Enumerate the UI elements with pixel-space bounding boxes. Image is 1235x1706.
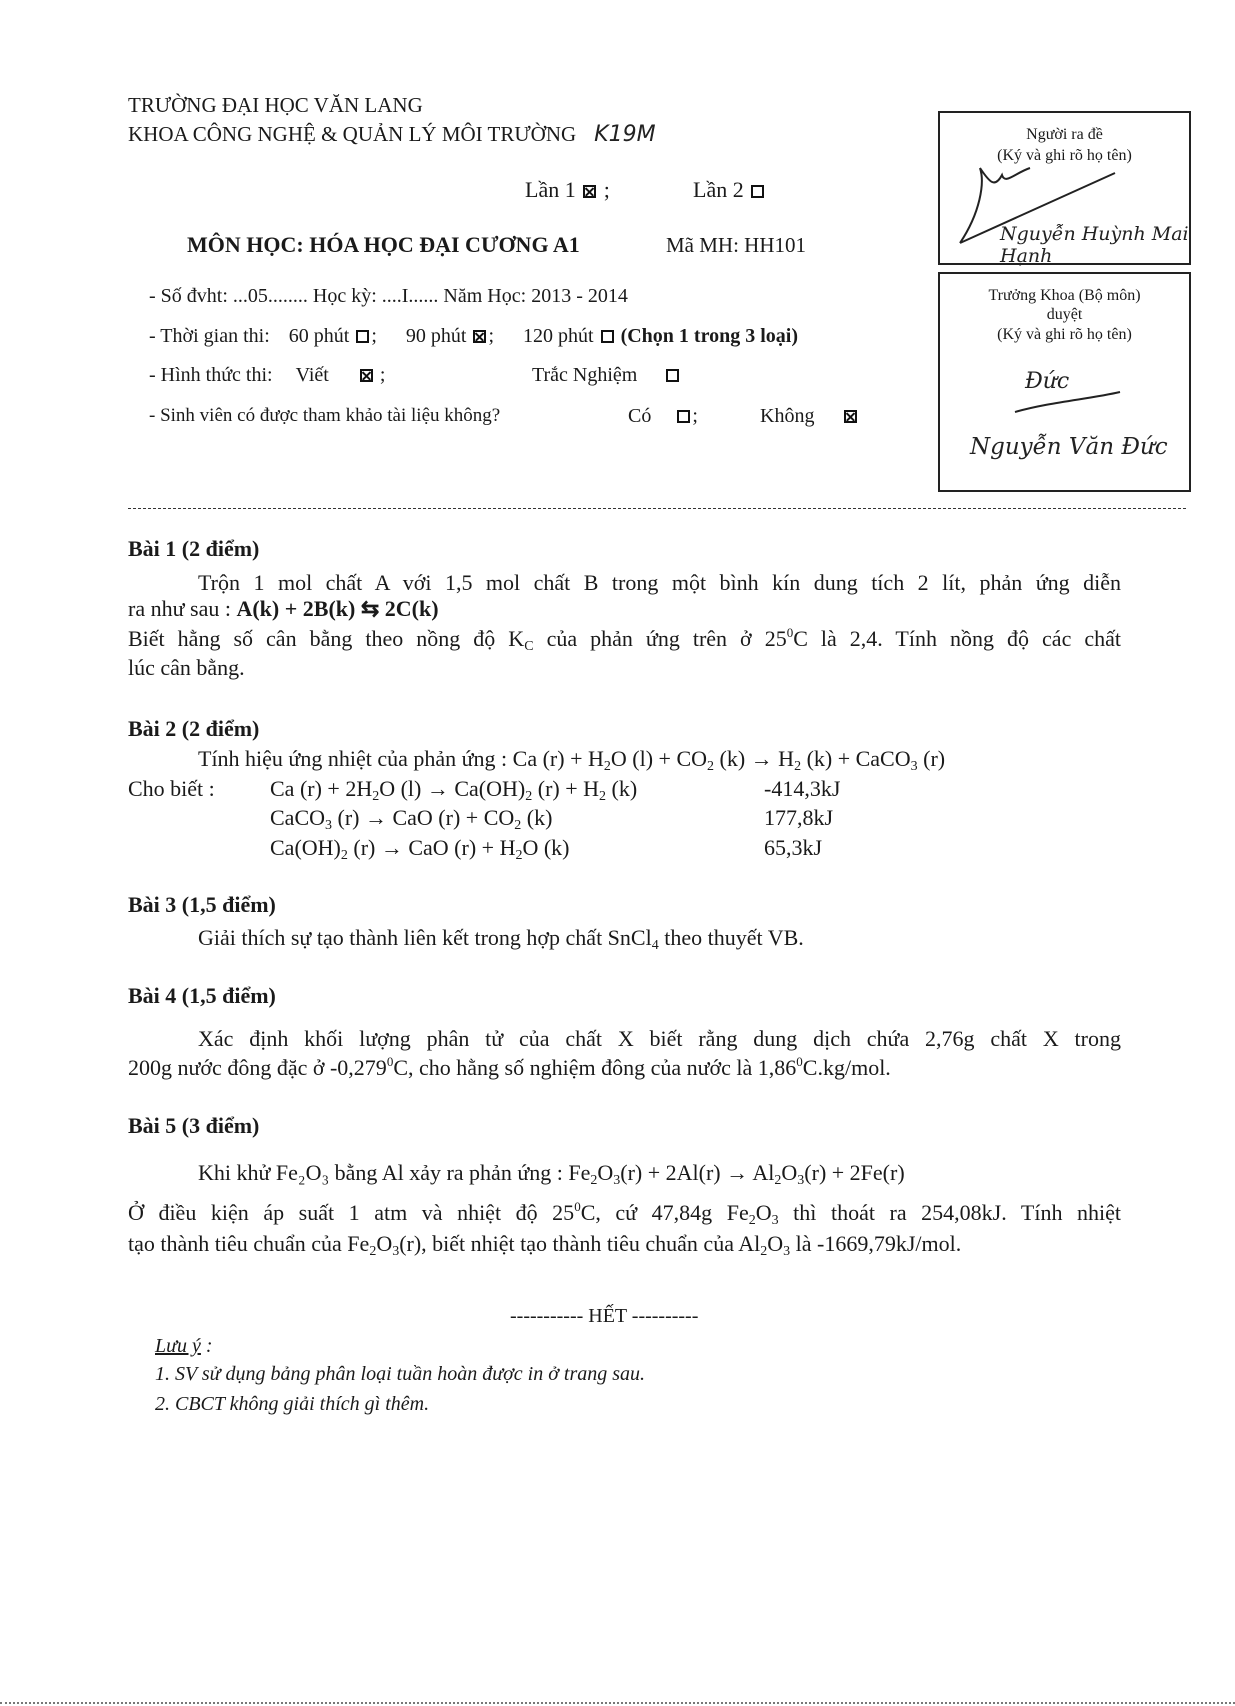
head-name: Nguyễn Văn Đức <box>970 434 1168 460</box>
form-written-label: Viết <box>295 364 329 386</box>
reference-no-checkbox[interactable] <box>844 410 857 423</box>
time-120-label: 120 phút <box>523 325 594 347</box>
time-60-label: 60 phút <box>288 325 350 347</box>
q3-line1: Giải thích sự tạo thành liên kết trong hợp chất SnCl$_4$ theo thuyết VB. <box>198 925 804 953</box>
reference-row <box>149 403 500 429</box>
q2-intro-text: Tính hiệu ứng nhiệt của phản ứng : <box>198 746 508 771</box>
q2-title: Bài 2 (2 điểm) <box>128 716 260 741</box>
time-note: (Chọn 1 trong 3 loại) <box>620 325 798 347</box>
q4-line2-a: 200g nước đông đặc ở -0,279 <box>128 1055 387 1080</box>
author-signature-box <box>938 111 1191 265</box>
form-written-checkbox[interactable] <box>360 369 373 382</box>
q1-line4: lúc cân bằng. <box>128 655 245 680</box>
exam-form-label: - Hình thức thi: <box>149 364 273 386</box>
q1-reaction: A(k) + 2B(k) ⇆ 2C(k) <box>236 596 439 621</box>
q2-value-1: -414,3kJ <box>764 776 841 801</box>
form-mcq <box>532 362 681 388</box>
attempt-1-label: Lần 1 <box>525 177 576 202</box>
q1-line3-b: của phản ứng trên ở 25 <box>533 626 787 651</box>
q1-line3: Biết hằng số cân bằng theo nồng độ $K_C$ của phản ứng trên ở $25^0C$ là 2,4. Tính nồng độ các chất <box>128 625 1121 654</box>
q5-line2-b: C, cứ 47,84g Fe <box>580 1200 749 1225</box>
q4-title: Bài 4 (1,5 điểm) <box>128 983 276 1008</box>
q4-line2: 200g nước đông đặc ở -0,279$^0$C, cho hằng số nghiệm đông của nước là 1,86$^0$C.kg/mol. <box>128 1054 891 1080</box>
q1-title: Bài 1 (2 điểm) <box>128 536 260 561</box>
q5-line1-text: Khi khử Fe₂O₃ bằng Al xảy ra phản ứng : <box>198 1160 563 1185</box>
credits-line: - Số đvht: ...05........ Học kỳ: ....I...... Năm Học: 2013 - 2014 <box>149 285 628 307</box>
q5-line3: tạo thành tiêu chuẩn của $Fe_2O_3(r)$, biết nhiệt tạo thành tiêu chuẩn của $Al_2O_3$ là -1669,79kJ/mol. <box>128 1231 962 1259</box>
q3-title: Bài 3 (1,5 điểm) <box>128 892 276 917</box>
end-marker: ----------- HẾT ---------- <box>510 1305 699 1327</box>
note-item-2: 2. CBCT không giải thích gì thêm. <box>155 1393 430 1415</box>
head-signature-box <box>938 272 1191 492</box>
head-signature: Đức <box>1025 369 1070 394</box>
university-name: TRƯỜNG ĐẠI HỌC VĂN LANG <box>128 93 423 117</box>
exam-time-row: - Thời gian thi: 60 phút ; 90 phút ; 120 phút (Chọn 1 trong 3 loại) <box>149 325 798 347</box>
note-heading: Lưu ý : <box>155 1335 213 1357</box>
q5-line2-c: thì thoát ra 254,08kJ. Tính nhiệt <box>778 1200 1121 1225</box>
head-title: Trưởng Khoa (Bộ môn) <box>988 287 1141 304</box>
reference-yes-checkbox[interactable] <box>677 410 690 423</box>
author-note: (Ký và ghi rõ họ tên) <box>997 147 1132 164</box>
q5-line3-c: là -1669,79kJ/mol. <box>790 1231 962 1256</box>
subject-title: MÔN HỌC: HÓA HỌC ĐẠI CƯƠNG A1 <box>187 232 580 257</box>
reference-no-label: Không <box>760 405 815 427</box>
q5-line2: Ở điều kiện áp suất 1 atm và nhiệt độ $25^0C$, cứ 47,84g $Fe_2O_3$ thì thoát ra 254,08kJ. Tính nhiệt <box>128 1199 1121 1228</box>
subject-code: Mã MH: HH101 <box>666 233 806 257</box>
q4-line1: Xác định khối lượng phân tử của chất X biết rằng dung dịch chứa 2,76g chất X trong <box>198 1026 1121 1051</box>
q2-given-label: Cho biết : <box>128 776 215 801</box>
q1-line3-c: C là 2,4. Tính nồng độ các chất <box>793 626 1121 651</box>
class-handwritten: K19M <box>594 122 656 147</box>
q3-line1-a: Giải thích sự tạo thành liên kết trong hợp chất SnCl <box>198 925 652 950</box>
q3-line1-b: theo thuyết VB. <box>658 925 804 950</box>
note-item-1: 1. SV sử dụng bảng phân loại tuần hoàn được in ở trang sau. <box>155 1363 646 1385</box>
q5-title: Bài 5 (3 điểm) <box>128 1113 260 1138</box>
note-label: Lưu ý <box>155 1335 201 1357</box>
time-90-label: 90 phút <box>405 325 467 347</box>
attempt-2 <box>693 177 766 203</box>
q2-value-3: 65,3kJ <box>764 835 823 860</box>
q4-line2-c: C.kg/mol. <box>802 1055 891 1080</box>
q1-line1: Trộn 1 mol chất A với 1,5 mol chất B trong một bình kín dung tích 2 lít, phản ứng diễn <box>198 570 1121 595</box>
q2-eq1: Ca $(r) + 2H_2O$ $(l) \to Ca(OH)_2$ $(r) + H_2$ (k) <box>270 776 638 804</box>
q2-eq2: CaCO$_3$ (r) → CaO $(r) + CO_2$ (k) <box>270 805 553 833</box>
q1-line2-text: ra như sau : <box>128 596 237 621</box>
form-mcq-label: Trắc Nghiệm <box>532 364 638 386</box>
faculty-name <box>128 121 656 148</box>
q5-line1: Khi khử Fe₂O₃ bằng Al xảy ra phản ứng : $Fe_2O_3(r) + 2Al(r) \to Al_2O_3(r) + 2Fe(r)$ <box>198 1160 905 1188</box>
head-note: (Ký và ghi rõ họ tên) <box>997 326 1132 343</box>
separator-line <box>128 508 1186 509</box>
reference-label: - Sinh viên có được tham khảo tài liệu không? <box>149 405 501 426</box>
author-name: Nguyễn Huỳnh Mai Hạnh <box>1000 223 1189 267</box>
reference-yes: Có ; <box>628 405 698 427</box>
q5-line3-a: tạo thành tiêu chuẩn của Fe <box>128 1231 370 1256</box>
page-bottom-edge <box>0 1702 1235 1704</box>
q5-line2-a: Ở điều kiện áp suất 1 atm và nhiệt độ 25 <box>128 1200 575 1225</box>
q2-intro: Tính hiệu ứng nhiệt của phản ứng : Ca $(r) + H_2O$ $(l) + CO_2$ $(k) \to H_2$ (k) + CaCO$_3$ (r) <box>198 746 946 774</box>
q1-line2 <box>128 596 439 622</box>
exam-form-row: - Hình thức thi: Viết ; <box>149 364 386 386</box>
reference-yes-label: Có <box>628 405 652 427</box>
exam-time-label: - Thời gian thi: <box>149 325 270 347</box>
q2-eq3: $Ca(OH)_2$ (r) → CaO $(r) + H_2O$ (k) <box>270 835 570 863</box>
q4-line2-b: C, cho hằng số nghiệm đông của nước là 1,86 <box>393 1055 797 1080</box>
time-90-checkbox[interactable] <box>473 330 486 343</box>
reference-no <box>760 403 859 429</box>
attempt-2-checkbox[interactable] <box>751 185 764 198</box>
attempt-2-label: Lần 2 <box>693 177 744 202</box>
attempt-1: Lần 1 ; <box>525 177 610 202</box>
faculty-text: KHOA CÔNG NGHỆ & QUẢN LÝ MÔI TRƯỜNG <box>128 122 577 146</box>
form-mcq-checkbox[interactable] <box>666 369 679 382</box>
q1-line3-a: Biết hằng số cân bằng theo nồng độ K <box>128 626 525 651</box>
author-title: Người ra đề <box>1026 126 1103 143</box>
time-60-checkbox[interactable] <box>356 330 369 343</box>
q5-line3-b: (r), biết nhiệt tạo thành tiêu chuẩn của Al <box>399 1231 761 1256</box>
attempt-1-checkbox[interactable] <box>583 185 596 198</box>
time-120-checkbox[interactable] <box>601 330 614 343</box>
head-title-approve: duyệt <box>1046 306 1083 323</box>
q2-value-2: 177,8kJ <box>764 805 834 830</box>
